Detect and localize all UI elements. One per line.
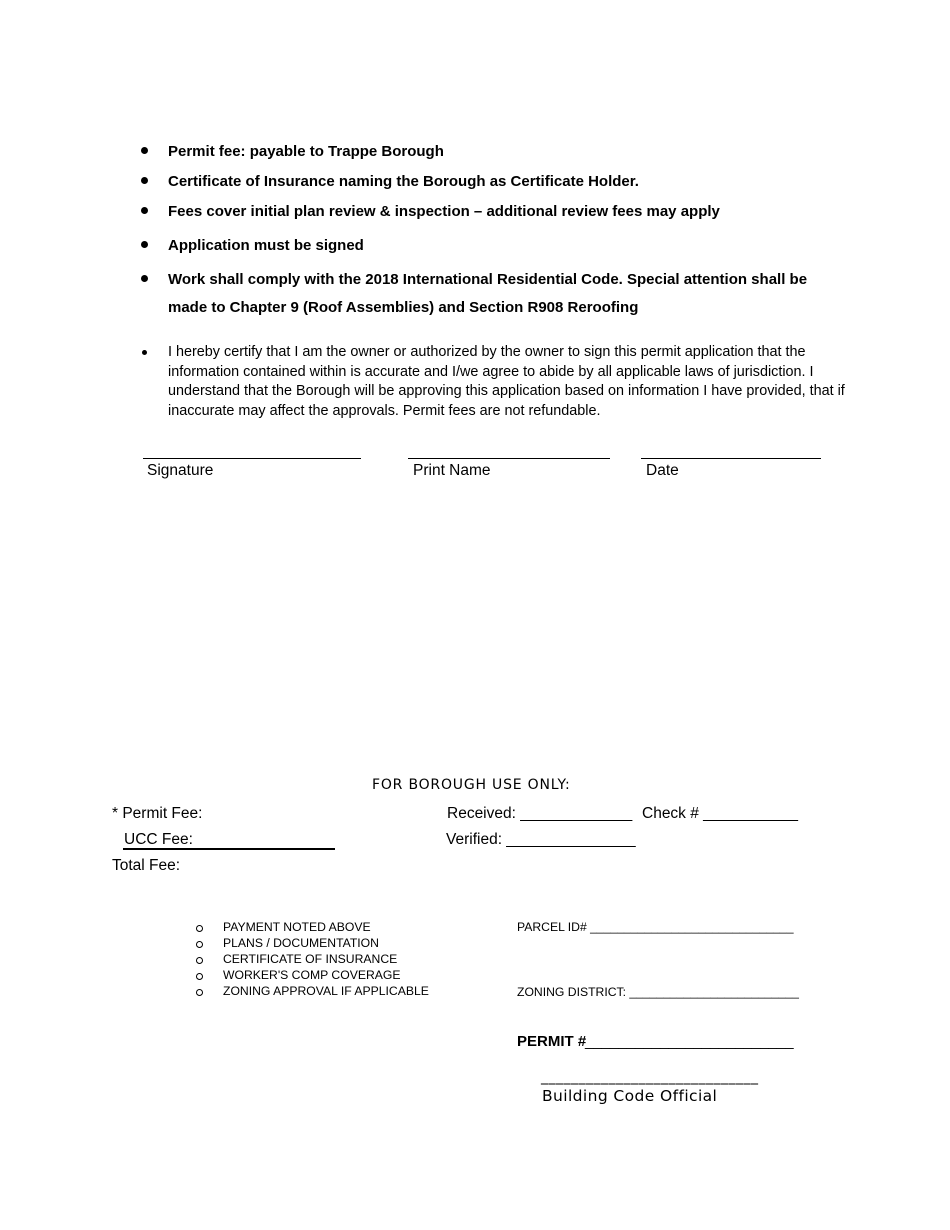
ucc-fee-label: UCC Fee: xyxy=(124,831,193,848)
print-name-label: Print Name xyxy=(413,462,491,479)
print-name-field[interactable] xyxy=(408,458,610,459)
checklist-item: CERTIFICATE OF INSURANCE xyxy=(223,952,398,966)
zoning-district-label: ZONING DISTRICT: _________________________ xyxy=(517,985,799,999)
requirement-item: Application must be signed xyxy=(168,237,364,254)
ucc-fee-field[interactable] xyxy=(123,848,335,850)
code-compliance-line: Work shall comply with the 2018 International Residential Code. Special attention shall be xyxy=(168,271,808,288)
code-compliance-line: made to Chapter 9 (Roof Assemblies) and Section R908 Reroofing xyxy=(168,299,639,316)
signature-label: Signature xyxy=(147,462,214,479)
bullet-icon xyxy=(141,177,148,184)
checklist-item: PAYMENT NOTED ABOVE xyxy=(223,920,371,934)
bullet-icon xyxy=(141,241,148,248)
signature-field[interactable] xyxy=(143,458,361,459)
checkbox-circle-icon[interactable] xyxy=(196,973,203,980)
date-field[interactable] xyxy=(641,458,821,459)
verified-label: Verified: _______________ xyxy=(446,831,636,848)
checkbox-circle-icon[interactable] xyxy=(196,989,203,996)
checkbox-circle-icon[interactable] xyxy=(196,941,203,948)
permit-number-label: PERMIT # xyxy=(517,1033,587,1050)
bullet-icon xyxy=(141,207,148,214)
requirement-item: Permit fee: payable to Trappe Borough xyxy=(168,143,444,160)
bullet-icon xyxy=(142,350,147,355)
checkbox-circle-icon[interactable] xyxy=(196,957,203,964)
checklist-item: WORKER'S COMP COVERAGE xyxy=(223,968,401,982)
checkbox-circle-icon[interactable] xyxy=(196,925,203,932)
bullet-icon xyxy=(141,147,148,154)
requirement-item: Certificate of Insurance naming the Borough as Certificate Holder. xyxy=(168,173,639,190)
checklist-item: ZONING APPROVAL IF APPLICABLE xyxy=(223,984,429,998)
requirement-item: Fees cover initial plan review & inspection – additional review fees may apply xyxy=(168,203,720,220)
permit-number-field[interactable]: _________________________ xyxy=(585,1033,794,1050)
certification-statement: I hereby certify that I am the owner or authorized by the owner to sign this permit application that the information contained within is accurate and I/we agree to abide by all applicable laws of jurisdiction. I understand that the Borough will be approving this application based on information I have provided, that if inaccurate may affect the approvals. Permit fees are not refundable. xyxy=(168,344,845,419)
date-label: Date xyxy=(646,462,679,479)
check-number-label: Check # ___________ xyxy=(642,805,798,822)
bullet-icon xyxy=(141,275,148,282)
checklist-item: PLANS / DOCUMENTATION xyxy=(223,936,379,950)
office-use-heading: FOR BOROUGH USE ONLY: xyxy=(372,777,571,793)
permit-fee-label: * Permit Fee: xyxy=(112,805,203,822)
total-fee-label: Total Fee: xyxy=(112,857,181,874)
building-code-official-label: Building Code Official xyxy=(542,1087,718,1105)
received-label: Received: _____________ xyxy=(447,805,633,822)
parcel-id-label: PARCEL ID# ______________________________ xyxy=(517,920,794,934)
official-signature-line: _____________________________ xyxy=(541,1069,759,1085)
